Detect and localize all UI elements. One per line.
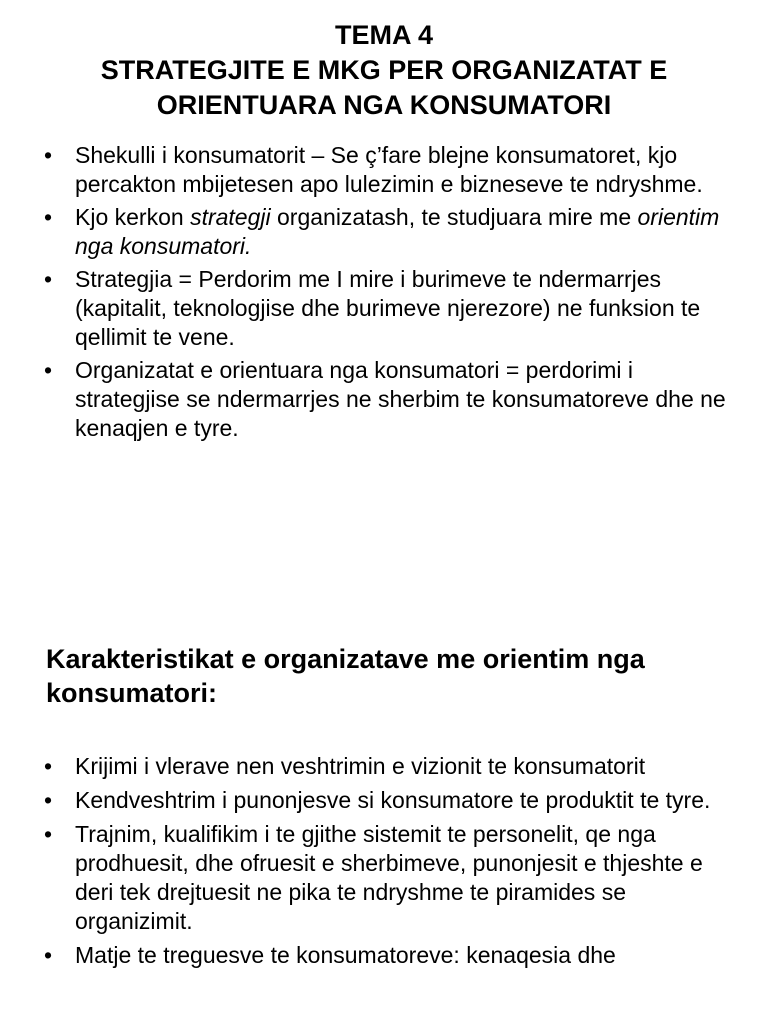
- bullet-icon: •: [44, 753, 53, 779]
- bullet-icon: •: [44, 787, 53, 813]
- bullet-icon: •: [44, 204, 53, 230]
- list-item: [44, 356, 744, 443]
- bullet-text: Strategjia = Perdorim me I mire i burimeve te ndermarrjes (kapitalit, teknologjise dhe burimeve njerezore) ne funksion te qellimit te vene.: [75, 266, 701, 350]
- title-line-3: ORIENTUARA NGA KONSUMATORI: [156, 90, 612, 120]
- list-item: [44, 786, 744, 815]
- bullet-icon: •: [44, 357, 53, 383]
- bullet-text: Matje te treguesve te konsumatoreve: kenaqesia dhe: [75, 942, 616, 968]
- intro-bullet-list: [44, 141, 744, 447]
- bullet-icon: •: [44, 942, 53, 968]
- bullet-icon: •: [44, 821, 53, 847]
- list-item: [44, 820, 744, 936]
- list-item: [44, 203, 744, 261]
- section-heading: Karakteristikat e organizatave me orientim nga konsumatori:: [46, 644, 645, 708]
- bullet-icon: •: [44, 266, 53, 292]
- bullet-text: Shekulli i konsumatorit – Se ç’fare blejne konsumatoret, kjo percakton mbijetesen apo lulezimin e bizneseve te ndryshme.: [75, 142, 703, 197]
- emphasis-text: orientim nga konsumatori: [75, 204, 720, 259]
- bullet-text: organizatash, te studjuara mire me: [270, 204, 638, 230]
- bullet-text: Kjo kerkon: [75, 204, 191, 230]
- list-item: [44, 141, 744, 199]
- bullet-icon: •: [44, 142, 53, 168]
- bullet-text: Krijimi i vlerave nen veshtrimin e vizionit te konsumatorit: [75, 753, 646, 779]
- page-title: [0, 18, 768, 123]
- emphasis-text: strategji: [190, 204, 271, 230]
- title-line-2: STRATEGJITE E MKG PER ORGANIZATAT E: [100, 55, 668, 85]
- bullet-text: Kendveshtrim i punonjesve si konsumatore te produktit te tyre.: [75, 787, 711, 813]
- list-item: [44, 941, 744, 970]
- bullet-text: Organizatat e orientuara nga konsumatori = perdorimi i strategjise se ndermarrjes ne sherbim te konsumatoreve dhe ne kenaqjen e tyre.: [75, 357, 726, 441]
- bullet-text: Trajnim, kualifikim i te gjithe sistemit te personelit, qe nga prodhuesit, dhe ofruesit e sherbimeve, punonjesit e thjeshte e deri tek drejtuesit ne pika te ndryshme te piramides se organizimit.: [75, 821, 703, 934]
- list-item: [44, 265, 744, 352]
- title-line-1: TEMA 4: [334, 20, 433, 50]
- bullet-text-end: .: [245, 233, 252, 259]
- list-item: [44, 752, 744, 781]
- characteristics-bullet-list: [44, 752, 744, 975]
